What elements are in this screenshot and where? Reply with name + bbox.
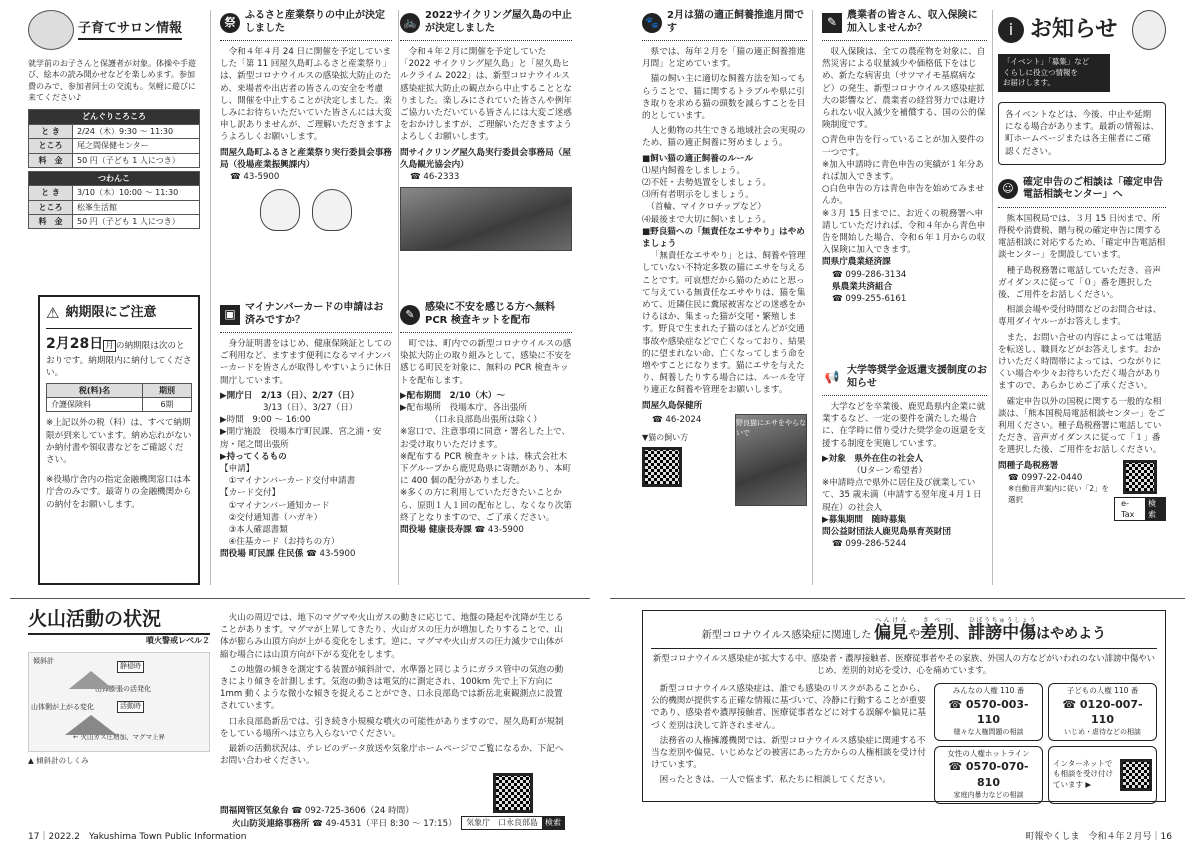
volcano-body (220, 612, 565, 829)
volcano-tel: ☎ 49-4531（平日 8:30 ～ 17:15） (312, 818, 457, 829)
row-key: 料 金 (29, 214, 73, 228)
hotline-desc: いじめ・虐待などの相談 (1064, 727, 1141, 736)
right-page (600, 0, 1200, 848)
title-part: や (908, 627, 921, 641)
farm-tel: ☎ 099-286-3134 (832, 269, 907, 280)
mynumber-line: ③本人確認書類 (220, 525, 288, 536)
qr-code[interactable] (642, 447, 682, 487)
hotline-title: 女性の人権ホットライン (947, 748, 1030, 758)
tax-title: 確定申告のご相談は「確定申告電話相談センター」へ (1023, 176, 1163, 201)
notice-section (998, 10, 1166, 590)
mynumber-line: 3/13（日）、3/27（日） (220, 403, 358, 414)
scholar-contact: 問公益財団法人鹿児島県育英財団 (822, 527, 951, 538)
covid-paragraph: 困ったときは、一人で悩まず、私たちに相談してください。 (659, 775, 891, 786)
tax-paragraph: 熊本国税局では、３月 15 日㈫まで、所得税や消費税、贈与税の確定申告に関する電話相談に対応するため、「確定申告電話相談センター」を開設しています。 (998, 213, 1166, 261)
mother-child-illustration (28, 10, 74, 50)
cat-section (642, 10, 807, 590)
cycling-section (400, 10, 572, 300)
row-value: 50 円（子ども 1 人につき） (73, 153, 200, 167)
tax-paragraph: 種子島税務署に電話していただき、音声ガイダンスに従って「０」番を選択した後、ご用件をお話しください。 (998, 265, 1161, 300)
title-part: 、 (954, 626, 969, 642)
cat-poster: 野良猫にエサをやらないで (735, 414, 807, 506)
salon-table-2 (28, 171, 200, 229)
pcr-line: ▶配布期間 2/10（木）～ (400, 390, 506, 401)
footer-text: 町報やくしま 令和４年２月号 (1025, 832, 1152, 843)
raccoon-mascot (260, 189, 300, 231)
due-dow: 月 (105, 341, 114, 352)
mynumber-line: ▶開庁施設 役場本庁町民課、宮之浦・安房・尾之間出張所 (220, 427, 382, 450)
payment-lead (46, 335, 192, 379)
mynumber-tel: ☎ 43-5900 (306, 549, 356, 560)
diagram-label: 静穏時 (117, 661, 144, 673)
farm-line: ※３月 15 日までに、お近くの税務署へ申請していただければ、令和４年から青色申告を開始した場合、令和６年１月からの収入保険に加入できます。 (822, 208, 986, 256)
cat-rule: ⑵不妊・去勢処置をしましょう。 (642, 178, 771, 189)
qr-code[interactable] (1120, 759, 1152, 791)
farm-line: ○白色申告の方は青色申告を始めてみませんか。 (822, 184, 985, 207)
mynumber-line: 【申請】 (220, 464, 255, 475)
cat-paragraph: 猫の飼い主に適切な飼養方法を知ってもらうことで、猫に関するトラブルや県に引き取りを求める猫の頭数を減らすことを目的としています。 (642, 74, 806, 122)
deer-mascot (1132, 10, 1166, 50)
tax-section (998, 177, 1166, 522)
ruby: ひぼうちゅうしょう (968, 617, 1037, 624)
cycling-contact: 問サイクリング屋久島実行委員会事務局（屋久島観光協会内） (400, 147, 571, 170)
pen-icon: ✎ (400, 305, 420, 325)
cat-rule: ⑶所有者明示をしましょう。 (642, 190, 754, 201)
cycling-body: 令和４年２月に開催を予定していた「2022 サイクリング屋久島」と「屋久島ヒルクライム 2022」は、新型コロナウイルス感染症拡大防止の観点から中止することとなりました。楽しみにされていた皆さんや例年ご協力いただいている皆さんには大変ご迷惑をおかけしますが、ご理解いただきますようよろしくお願いします。 (400, 47, 572, 143)
megaphone-icon: 📢 (822, 368, 842, 388)
salon-intro: 就学前のお子さんと保護者が対象。体操や手遊び、絵本の読み聞かせなどを楽しめます。参加費のみで、参加者同士の交流も。気軽に遊びに来てください♪ (28, 59, 196, 103)
cell: 6期 (143, 397, 192, 411)
cat-heading: ■野良猫への「無責任なエサやり」はやめましょう (642, 226, 805, 250)
cat-rule: ⑴屋内飼養をしましょう。 (642, 165, 746, 176)
scholar-title: 大学等奨学金返還支援制度のお知らせ (847, 365, 987, 389)
etax-search[interactable] (1114, 497, 1166, 522)
internet-card (1048, 746, 1157, 804)
mynumber-line: ▶持ってくるもの (220, 451, 287, 462)
pcr-title: 感染に不安を感じる方へ無料 PCR 検査キットを配布 (425, 302, 555, 326)
volcano-shape (65, 715, 117, 735)
pcr-body: 町では、町内での新型コロナウイルスの感染拡大防止の取り組みとして、感染に不安を感じる町民を対象に、無料の PCR 検査キットを配布します。 (400, 339, 572, 386)
farm-tel: ☎ 099-255-6161 (832, 294, 907, 305)
scholar-line: ▶対象 県外在住の社会人 (822, 453, 924, 464)
farm-line: ※加入申請時に青色申告の実績が１年分あれば加入できます。 (822, 159, 984, 183)
page-number: 16 (1160, 832, 1172, 843)
row-key: と き (29, 186, 73, 200)
search-button[interactable]: 検索 (1145, 498, 1165, 521)
cycling-title: 2022サイクリング屋久島の中止が決定しました (425, 10, 572, 34)
hotline-desc: 家庭内暴力などの相談 (953, 790, 1024, 799)
row-key: と き (29, 124, 73, 138)
tax-tel: ☎ 0997-22-0440 (1008, 472, 1083, 483)
hotline-card (934, 683, 1043, 741)
col-header: 税(料)名 (47, 383, 143, 397)
diagram-label: 山体膨張の活発化 (95, 685, 151, 694)
alert-level: 噴火警戒レベル２ (146, 635, 210, 645)
diagram-label: 傾斜計 (33, 657, 54, 666)
hotline-number[interactable]: ☎ 0120-007-110 (1062, 697, 1143, 727)
mynumber-section (220, 302, 392, 587)
volcano-tel: ☎ 092-725-3606（24 時間） (291, 806, 414, 817)
festival-tel: ☎ 43-5900 (230, 172, 280, 183)
right-footer: 町報やくしま 令和４年２月号｜16 (1025, 832, 1172, 843)
volcano-paragraph: 最新の活動状況は、テレビのデータ放送や気象庁ホームページでご覧になるか、下記へお問い合わせください。 (220, 744, 564, 767)
word: 誹謗中傷 (968, 623, 1037, 643)
qr-code[interactable] (493, 773, 533, 813)
payment-text: の納期限は次のとおりです。納期限内に納付してください。 (46, 341, 192, 379)
hotline-card (1048, 683, 1157, 741)
cell: 介護保険料 (47, 397, 143, 411)
notice-title: お知らせ (1030, 17, 1118, 43)
scholar-tel: ☎ 099-286-5244 (832, 539, 907, 550)
tax-note: ※自動音声案内に従い「2」を選択 (1008, 484, 1110, 504)
tax-paragraph: 相談会場や受付時間などのお問合せは、専用ダイヤルーがお答えします。 (998, 305, 1162, 328)
pcr-line: ※配布する PCR 検査キットは、株式会社木下グループから鹿児島県に寄贈があり、本町に 400 個の配分がありました。 (400, 451, 572, 487)
tax-paragraph: 確定申告以外の国税に関する一般的な相談は、「熊本国税局電話相談センター」をご利用ください。種子島税務署に電話していただき、音声ガイダンスに従って「１」番を選択した後、ご用件をお話しください。 (998, 396, 1166, 456)
cat-paragraph: 人と動物の共生できる地域社会の実現のため、猫の適正飼養に努めましょう。 (642, 126, 806, 149)
diagram-label: 活動時 (117, 701, 144, 713)
cat-heading: ■飼い猫の適正飼養のルール (642, 153, 754, 164)
payment-table (46, 383, 192, 413)
hotline-number[interactable]: ☎ 0570-003-110 (948, 697, 1029, 727)
info-icon: i (998, 17, 1024, 43)
ruby: へんけん (874, 617, 909, 624)
scholar-line: ▶募集期間 随時募集 (822, 514, 906, 525)
hotline-card (934, 746, 1043, 804)
festival-contact: 問屋久島町ふるさと産業祭り実行委員会事務局（役場産業振興課内） (220, 147, 392, 170)
paw-icon: 🐾 (642, 13, 662, 33)
page-number: 17 (28, 832, 40, 843)
hotline-title: みんなの人権 110 番 (952, 685, 1025, 695)
row-value: 松峯生活館 (73, 200, 200, 214)
mascots (220, 189, 392, 235)
festival-icon: 祭 (220, 13, 240, 33)
volcano-contact: 問福岡管区気象台 (220, 806, 289, 817)
row-key: 料 金 (29, 153, 73, 167)
volcano-contact: 火山防災連絡事務所 (232, 818, 310, 829)
deer-mascot (312, 189, 352, 231)
festival-title: ふるさと産業祭りの中止が決定しました (245, 10, 385, 34)
search-term: 気象庁 口永良部島 (466, 818, 538, 828)
row-value: 50 円（子ども 1 人につき） (73, 214, 200, 228)
scholar-section (822, 365, 987, 590)
covid-title (651, 617, 1157, 649)
festival-body: 令和４年４月 24 日に開催を予定していました「第 11 回屋久島町ふるさと産業祭り」は、新型コロナウイルスの感染拡大防止のため、来場者や出店者の皆さんの安全を考慮し、開催を中止することが決定しました。楽しみにお待ちいただいていた皆さんには大変申し訳ありませんが、ご理解いただきますようよろしくお願いします。 (220, 47, 392, 143)
covid-paragraph: 新型コロナウイルス感染症は、誰でも感染のリスクがあることから、公的機関が提供する正確な情報に基づいて、冷静に行動することが重要であり、感染者や濃厚接触者、医療従事者などに対する誤解や偏見に基づく差別は決して許されません。 (651, 683, 927, 731)
row-value: 2/24（木）9:30 ～ 11:30 (73, 124, 200, 138)
mynumber-line: ②交付通知書（ハガキ） (220, 512, 323, 523)
warning-icon: ⚠ (46, 304, 60, 322)
col-header: 期別 (143, 383, 192, 397)
pcr-contact: 問役場 健康長寿課 (400, 525, 472, 536)
cat-contact: 問屋久島保健所 (642, 400, 703, 411)
salon-section (28, 10, 200, 290)
title-word (920, 617, 955, 643)
farm-title: 農業者の皆さん、収入保険に加入しませんか？ (847, 10, 978, 34)
hotline-number[interactable]: ☎ 0570-070-810 (948, 760, 1029, 790)
payment-box (38, 295, 200, 585)
farm-contact: 県農業共済組合 (832, 281, 893, 292)
cat-rule: ⑷最後まで大切に飼いましょう。 (642, 214, 771, 225)
cat-paragraph: 「無責任なエサやり」とは、飼養や管理していない不特定多数の猫にエサを与えることです。可哀想だから猫のためにと思って与えている無責任なエサやりは、猫を集めて、近隣住民に糞尿被害などの迷惑をかけるほか、集まった猫が交尾・繁殖します。野良で生まれた子猫のほとんどが交通事故や感染症などで亡くなっており、結果的に望まれない命、亡くなってしまう命を増やすことになります。猫にエサを与えたり、飼養したりする場合には、ルールを守り適正な飼養や管理をお願いします。 (642, 251, 806, 396)
payment-note-2: ※役場庁舎内の指定金融機関窓口は本庁舎のみです。最寄りの金融機関からの納付をお願いします。 (46, 475, 192, 510)
farm-line: ○青色申告を行っていることが加入要件の一つです。 (822, 135, 985, 158)
hotline-title: 子どもの人権 110 番 (1066, 685, 1139, 695)
tax-contact: 問種子島税務署 (998, 460, 1059, 471)
volcano-paragraph: 口永良部島新岳では、引き続き小規模な噴火の可能性がありますので、屋久島町が規制をしている場所へは立ち入らないでください。 (220, 716, 564, 739)
scholar-line: （Uターン希望者） (822, 466, 927, 477)
volcano-shape (69, 671, 113, 689)
scholar-line: ※申請時点で県外に居住及び就業していて、35 歳未満（申請する翌年度４月１日現在）の社会人 (822, 478, 982, 513)
cycling-tel: ☎ 46-2333 (410, 172, 460, 183)
internet-text: インターネットでも相談を受け付けています ▶ (1053, 758, 1113, 789)
mynumber-contact: 問役場 町民課 住民係 (220, 549, 304, 560)
hotline-desc: 様々な人権問題の相談 (953, 727, 1024, 736)
festival-section (220, 10, 392, 300)
farm-section (822, 10, 987, 360)
pcr-line: ※窓口で、注意事項に同意・署名した上で、お受け取りいただけます。 (400, 427, 571, 450)
volcano-left (28, 606, 210, 781)
footer-text: 2022.2 Yakushima Town Public Information (48, 832, 247, 843)
title-word (874, 617, 909, 643)
word: 偏見 (874, 623, 909, 643)
farm-body: 収入保険は、全ての農産物を対象に、自然災害による収量減少や価格低下をはじめ、新たな病害虫（サツマイモ基腐病など）の発生、新型コロナウイルス感染症拡大の影響など、農業者の経営努力では避けられない収入減少を補償する、国の公的保険制度です。 (822, 47, 986, 131)
mynumber-line: ①マイナンバー通知カード (220, 500, 330, 511)
payment-note-1: ※上記以外の税（料）は、すべて納期限が到来しています。納め忘れがないか納付書や領収書などをご確認ください。 (46, 418, 192, 465)
left-footer: 17｜2022.2 Yakushima Town Public Information (28, 832, 247, 843)
tax-paragraph: また、お問い合せの内容によっては電話を転送し、職員などがお答えします。おかけいただく時間帯によっては、つながりにくい場合や少々お待ちいただく場合がありますので、あらかじめご了承ください。 (998, 332, 1162, 392)
cat-paragraph: 県では、毎年２月を「猫の適正飼養推進月間」と定めています。 (642, 47, 806, 70)
volcano-title: 火山活動の状況 (28, 606, 210, 635)
ruby: さべつ (920, 617, 955, 624)
volcano-paragraph: 火山の周辺では、地下のマグマや火山ガスの動きに応じて、地盤の隆起や沈降が生じることがあります。マグマが上昇してきたり、火山ガスの圧力が増加したりすることで、山体が膨らみ山頂方向が上がる変化をします。逆に、マグマや火山ガスの圧力減少で山体が縮む場合には山頂方向が下がる変化をします。 (220, 613, 564, 660)
title-word (968, 617, 1037, 643)
diagram-caption: ▲ 傾斜計のしくみ (28, 756, 89, 766)
pcr-section (400, 302, 572, 587)
mynumber-line: 【カード交付】 (220, 488, 281, 499)
title-part: はやめよう (1036, 626, 1107, 642)
mynumber-line: ▶開庁日 2/13（日）、2/27（日） (220, 390, 359, 401)
row-value: 尾之間保健センター (73, 139, 200, 153)
pcr-line: ▶配布場所 役場本庁、各出張所 (400, 403, 527, 414)
diagram-label: 山体側が上がる変化 (31, 703, 94, 712)
due-date: 2月28日 (46, 336, 104, 353)
mynumber-line: ①マイナンバーカード交付申請書 (220, 476, 356, 487)
qr-label: ▼猫の飼い方 (642, 433, 689, 443)
notice-subtitle: 「イベント」「募集」など くらしに役立つ情報を お届けします。 (998, 54, 1110, 92)
bicycle-icon: 🚲 (400, 13, 420, 33)
volcano-paragraph: この地盤の傾きを測定する装置が傾斜計で、水準器と同じようにガラス管中の気泡の動きにより傾きを計測します。気泡の動きは電気的に測定され、100km 先で上下方向に 1mm 動くような微小な傾きを捉えることができ、口永良部島では新岳北東観測点に設置されています。 (220, 664, 564, 712)
cat-rule: （首輪、マイクロチップなど） (642, 202, 767, 213)
card-icon: ▣ (220, 305, 240, 325)
farm-contact: 問県庁農業経済課 (822, 257, 891, 268)
salon-title: 子育てサロン情報 (78, 20, 182, 40)
mynumber-body: 身分証明書をはじめ、健康保険証としてのご利用など、ますます便利になるマイナンバーカードを皆さんが取得しやすいように休日開庁しています。 (220, 339, 392, 386)
scholar-body: 大学などを卒業後、鹿児島県内企業に就業するなど、一定の要件を満たした場合に、在学時に借り受けた奨学金の返還を支援する制度を実施しています。 (822, 402, 986, 449)
title-part: 新型コロナウイルス感染症に関連した (701, 630, 872, 641)
pencil-icon: ✎ (822, 13, 842, 33)
qr-code[interactable] (1123, 460, 1157, 494)
salon-table-1 (28, 109, 200, 167)
mynumber-title: マイナンバーカードの申請はお済みですか？ (245, 302, 384, 326)
event-name: つわんこ (29, 171, 200, 185)
notice-box: 各イベントなどは、今後、中止や延期になる場合があります。最新の情報は、町ホームページまたは各主催者にご確認ください。 (998, 102, 1166, 165)
payment-title: 納期限にご注意 (65, 305, 157, 321)
pcr-line: ※多くの方に利用していただきたいことから、原則１人１回の配布とし、なくなり次第終了となりますので、ご了承ください。 (400, 488, 572, 523)
row-key: ところ (29, 139, 73, 153)
pcr-tel: ☎ 43-5900 (474, 525, 524, 536)
cat-title: 2月は猫の適正飼養推進月間です (667, 10, 804, 34)
covid-lead: 新型コロナウイルス感染症が拡大する中、感染者・濃厚接触者、医療従事者やその家族、外国人の方などがいわれのない誹謗中傷やいじめ、差別的対応を受け、心を痛めています。 (653, 653, 1155, 676)
cycling-photo (400, 187, 572, 251)
mynumber-line: ▶時間 9:00 ～ 16:00 (220, 415, 311, 426)
mynumber-line: ④住基カード（お持ちの方） (220, 537, 340, 548)
word: 差別 (920, 623, 955, 643)
person-icon: ☺ (998, 179, 1018, 199)
covid-paragraph: 法務省の人権擁護機関では、新型コロナウイルス感染症に関連する不当な差別や偏見、いじめなどの被害にあった方からの人権相談を受け付けています。 (651, 735, 926, 771)
covid-box (642, 610, 1166, 802)
tiltmeter-diagram (28, 652, 210, 752)
row-key: ところ (29, 200, 73, 214)
search-term: e-Tax (1121, 498, 1135, 519)
search-box[interactable] (461, 816, 565, 829)
event-name: どんぐりころころ (29, 110, 200, 124)
search-button[interactable]: 検索 (542, 817, 564, 828)
cat-tel: ☎ 46-2024 (652, 414, 702, 425)
row-value: 3/10（木）10:00 ～ 11:30 (73, 186, 200, 200)
pcr-line: （口永良部島出張所は除く） (400, 415, 542, 426)
diagram-label: ← 火山ガス圧増加、マグマ上昇 (73, 733, 166, 742)
